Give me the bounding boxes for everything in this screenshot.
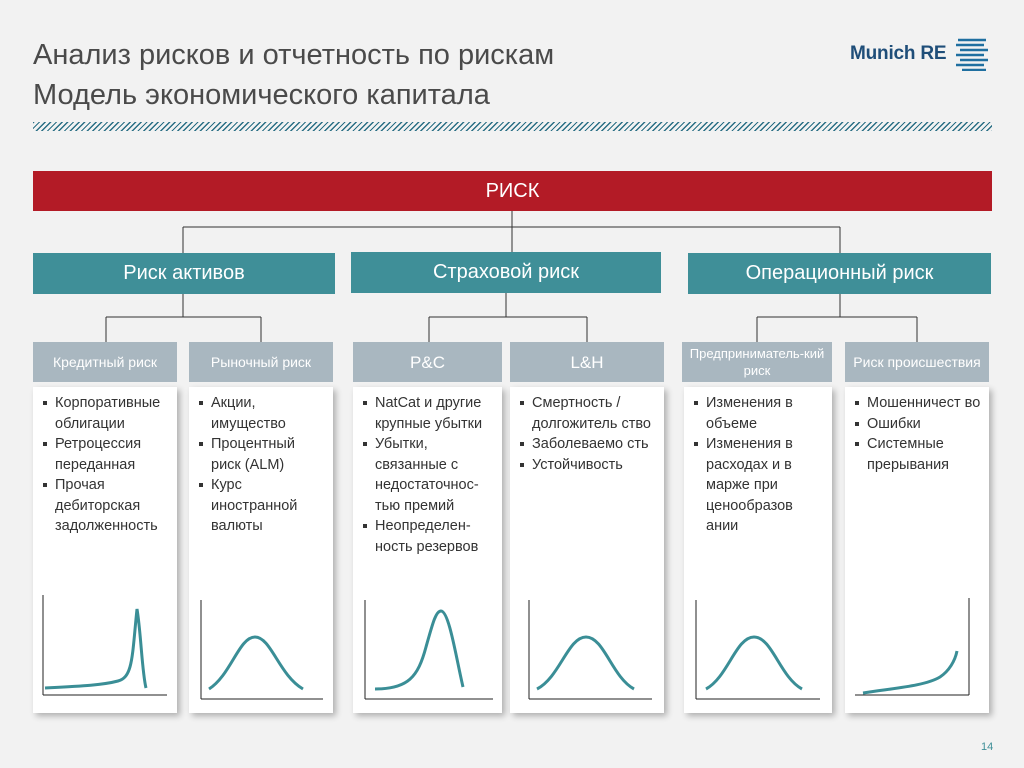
list-item: Мошенничест во <box>855 393 983 414</box>
list-item: Устойчивость <box>520 455 658 476</box>
page-number: 14 <box>981 741 994 753</box>
list-item: Прочая дебиторская задолженность <box>43 475 171 537</box>
risk-item-list <box>845 387 989 475</box>
risk-item-list <box>510 387 664 475</box>
list-item: Смертность / долгожитель ство <box>520 393 658 434</box>
category-insurance-risk: Страховой риск <box>351 252 661 293</box>
distribution-curve <box>863 651 957 693</box>
detail-card-market <box>189 387 333 713</box>
distribution-curve <box>375 611 463 689</box>
risk-item-list <box>189 387 333 537</box>
list-item: Ошибки <box>855 414 983 435</box>
detail-card-business <box>684 387 832 713</box>
distribution-curve <box>706 637 802 689</box>
list-item: Изменения в расходах и в марже при ценообразов ании <box>694 434 826 537</box>
distribution-curve <box>45 609 146 688</box>
risk-item-list <box>33 387 177 537</box>
subcategory-business-risk: Предприниматель-кий риск <box>682 342 832 382</box>
subcategory-market-risk: Рыночный риск <box>189 342 333 382</box>
list-item: Акции, имущество <box>199 393 327 434</box>
list-item: Заболеваемо сть <box>520 434 658 455</box>
subcategory-credit-risk: Кредитный риск <box>33 342 177 382</box>
detail-card-pc <box>353 387 502 713</box>
list-item: Неопределен-ность резервов <box>363 516 496 557</box>
list-item: NatCat и другие крупные убытки <box>363 393 496 434</box>
subcategory-accident-risk: Риск происшествия <box>845 342 989 382</box>
title-line-2: Модель экономического капитала <box>33 79 490 111</box>
subcategory-lh: L&H <box>510 342 664 382</box>
logo-text: Munich RE <box>850 43 947 64</box>
list-item: Убытки, связанные с недостаточнос-тью премий <box>363 434 496 516</box>
category-asset-risk: Риск активов <box>33 253 335 294</box>
title-line-1: Анализ рисков и отчетность по рискам <box>33 39 555 71</box>
list-item: Ретроцессия переданная <box>43 434 171 475</box>
detail-card-lh <box>510 387 664 713</box>
list-item: Системные прерывания <box>855 434 983 475</box>
distribution-curve <box>537 637 634 689</box>
root-risk-box: РИСК <box>33 171 992 211</box>
list-item: Курс иностранной валюты <box>199 475 327 537</box>
detail-card-accident <box>845 387 989 713</box>
detail-card-credit <box>33 387 177 713</box>
distribution-curve <box>209 637 303 689</box>
category-operational-risk: Операционный риск <box>688 253 991 294</box>
list-item: Изменения в объеме <box>694 393 826 434</box>
risk-item-list <box>353 387 502 557</box>
subcategory-pc: P&C <box>353 342 502 382</box>
list-item: Процентный риск (ALM) <box>199 434 327 475</box>
list-item: Корпоративные облигации <box>43 393 171 434</box>
risk-item-list <box>684 387 832 537</box>
